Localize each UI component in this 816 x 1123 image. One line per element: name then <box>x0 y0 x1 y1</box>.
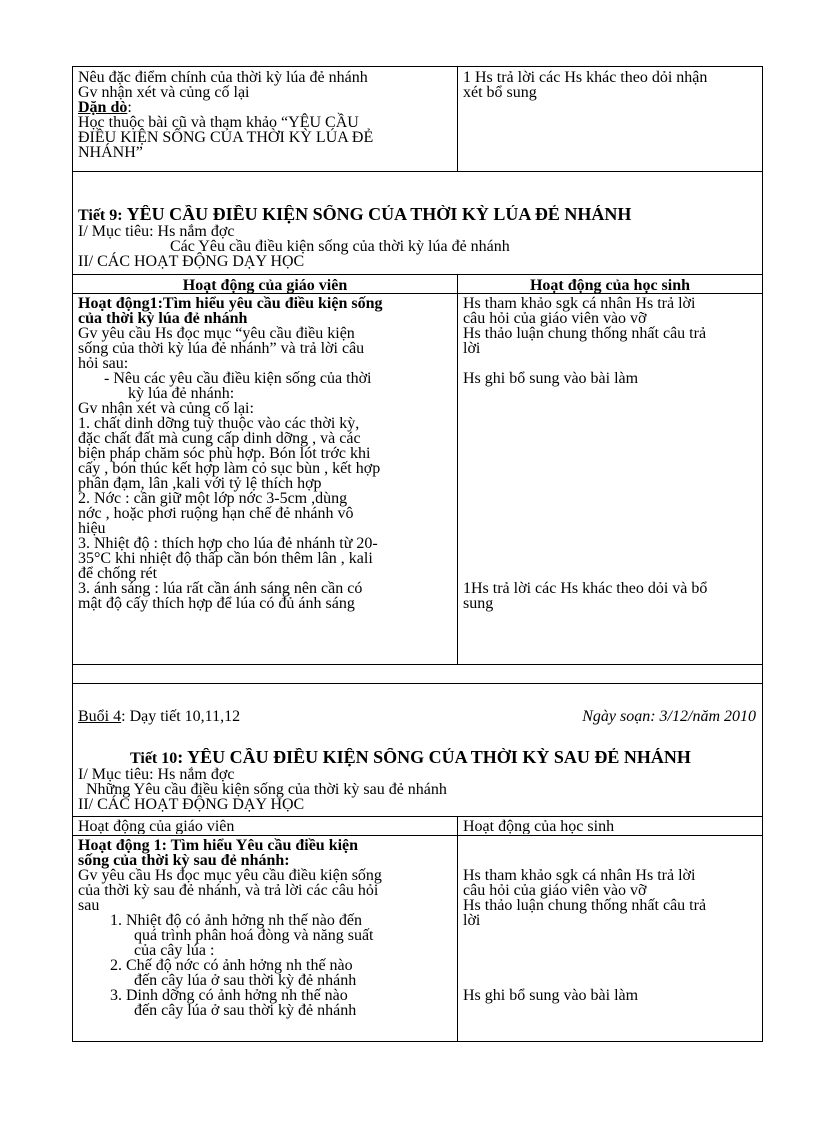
text-line: 3. ánh sáng : lúa rất cần ánh sáng nên cần có <box>78 580 363 597</box>
activity-heading-line: Hoạt động 1: Tìm hiểu Yêu cầu điều kiện <box>78 838 359 854</box>
text-line: 2. Nớc : cần giữ một lớp nớc 3-5cm ,dùng <box>78 490 348 507</box>
session-line <box>78 709 758 727</box>
text-line: 1Hs trả lời các Hs khác theo dỏi và bổ <box>463 580 708 597</box>
text-line: 3. Dinh dỡng có ảnh hởng nh thế nào <box>110 987 348 1004</box>
text-line: sống của thời kỳ lúa đẻ nhánh” và trả lời câu <box>78 340 365 357</box>
text-line: Học thuộc bài cũ và tham khảo “YÊU CẦU <box>78 114 359 131</box>
text-line: Gv yêu cầu Hs đọc mục yêu cầu điều kiện sống <box>78 867 382 884</box>
lesson9-heading <box>78 205 758 275</box>
text-line: hiệu <box>78 520 106 537</box>
text-line: NHÁNH” <box>78 144 143 161</box>
text-line: Hs tham khảo sgk cá nhân Hs trả lời <box>463 296 696 312</box>
session-label: Buổi 4 <box>78 709 122 725</box>
activity-heading-line: sống của thời kỳ sau đẻ nhánh: <box>78 852 290 869</box>
text-line: lời <box>463 912 481 929</box>
text-line: mật độ cấy thích hợp để lúa có đủ ánh sáng <box>78 595 355 612</box>
row-divider <box>72 835 763 836</box>
column-divider <box>457 66 458 172</box>
lesson9-title: Tiết 9: YÊU CẦU ĐIỀU KIỆN SỐNG CỦA THỜI KỲ LÚA ĐẺ NHÁNH <box>78 205 632 224</box>
header-student: Hoạt động của học sinh <box>463 819 615 834</box>
row1-student-cell <box>463 70 759 170</box>
text-line: 1. Nhiệt độ có ảnh hởng nh thế nào đến <box>110 912 362 929</box>
text-line: Hs tham khảo sgk cá nhân Hs trả lời <box>463 867 696 884</box>
text-line: Nêu đặc điểm chính của thời kỳ lúa đẻ nhánh <box>78 70 368 86</box>
text-line: đặc chất đất mà cung cấp dinh dỡng , và các <box>78 430 361 447</box>
activity-heading-line: Hoạt động1:Tìm hiểu yêu cầu điều kiện sống <box>78 296 383 312</box>
lesson9-teacher-activities <box>78 296 454 663</box>
text-line: ĐIỀU KIỆN SỐNG CỦA THỜI KỲ LÚA ĐẺ <box>78 129 374 146</box>
prepared-date: Ngày soạn: 3/12/năm 2010 <box>582 709 756 725</box>
lesson10-student-activities <box>463 838 759 1041</box>
lesson10-title: Tiết 10: YÊU CẦU ĐIỀU KIỆN SỐNG CỦA THỜI KỲ SAU ĐẺ NHÁNH <box>130 748 691 767</box>
text-line: đến cây lúa ở sau thời kỳ đẻ nhánh <box>134 1002 357 1019</box>
text-line: 35°C khi nhiệt độ thấp cần bón thêm lân , kali <box>78 550 373 567</box>
column-divider <box>457 274 458 665</box>
homework-heading: Dặn dò: <box>78 99 132 116</box>
row-divider <box>72 293 763 294</box>
objective-line: I/ Mục tiêu: Hs nắm đợc <box>78 223 235 240</box>
text-line: 2. Chế độ nớc có ảnh hởng nh thế nào <box>110 957 353 974</box>
text-line: 1 Hs trả lời các Hs khác theo dỏi nhận <box>463 70 708 86</box>
text-line: 3. Nhiệt độ : thích hợp cho lúa đẻ nhánh từ 20- <box>78 535 378 552</box>
row-divider <box>72 664 763 665</box>
section-heading: II/ CÁC HOẠT ĐỘNG DẠY HỌC <box>78 796 305 813</box>
text-line: lời <box>463 340 481 357</box>
text-line: Hs ghi bổ sung vào bài làm <box>463 987 639 1004</box>
header-teacher: Hoạt động của giáo viên <box>182 278 348 293</box>
lesson9-student-activities <box>463 296 759 663</box>
lesson10-heading <box>78 748 762 818</box>
text-line: sung <box>463 595 494 612</box>
section-heading: II/ CÁC HOẠT ĐỘNG DẠY HỌC <box>78 253 305 270</box>
text-line: của thời kỳ sau đẻ nhánh, và trả lời các câu hỏi <box>78 882 379 899</box>
text-line: đến cây lúa ở sau thời kỳ đẻ nhánh <box>134 972 357 989</box>
text-line: câu hỏi của giáo viên vào vỡ <box>463 310 647 327</box>
text-line: sau <box>78 897 100 914</box>
text-line: biện pháp chăm sóc phù hợp. Bón lót trớc khi <box>78 445 371 462</box>
text-line: Gv nhận xét và củng cố lại <box>78 84 250 101</box>
text-line: kỳ lúa đẻ nhánh: <box>128 385 235 402</box>
row-divider <box>72 171 763 172</box>
lesson10-teacher-activities <box>78 838 454 1041</box>
header-teacher: Hoạt động của giáo viên <box>78 819 235 834</box>
row-divider <box>72 683 763 684</box>
session-text: : Dạy tiết 10,11,12 <box>121 709 241 725</box>
text-line: của cây lúa : <box>134 942 215 959</box>
column-divider <box>457 816 458 1042</box>
objective-detail: Những Yêu cầu điều kiện sống của thời kỳ sau đẻ nhánh <box>86 781 447 798</box>
text-line: - Nêu các yêu cầu điều kiện sống của thời <box>104 370 372 387</box>
text-line: 1. chất dinh dỡng tuỳ thuộc vào các thời kỳ, <box>78 415 360 432</box>
objective-detail: Các Yêu cầu điều kiện sống của thời kỳ lúa đẻ nhánh <box>170 238 510 255</box>
objective-line: I/ Mục tiêu: Hs nắm đợc <box>78 766 235 783</box>
text-line: xét bổ sung <box>463 84 537 101</box>
text-line: Hs ghi bổ sung vào bài làm <box>463 370 639 387</box>
text-line: Gv nhận xét và củng cố lại: <box>78 400 254 417</box>
text-line: quá trình phân hoá đòng và năng suất <box>134 927 374 944</box>
text-line: Hs thảo luận chung thống nhất câu trả <box>463 897 707 914</box>
text-line: Gv yêu cầu Hs đọc mục “yêu cầu điều kiện <box>78 325 355 342</box>
text-line: để chống rét <box>78 565 158 582</box>
text-line: cấy , bón thúc kết hợp làm cỏ sục bùn , kết hợp <box>78 460 381 477</box>
activity-heading-line: của thời kỳ lúa đẻ nhánh <box>78 310 248 327</box>
header-student: Hoạt động của học sinh <box>529 278 691 293</box>
text-line: hỏi sau: <box>78 355 129 372</box>
text-line: nớc , hoặc phơi ruộng hạn chế đẻ nhánh vô <box>78 505 354 522</box>
text-line: phân đạm, lân ,kali với tỷ lệ thích hợp <box>78 475 322 492</box>
row1-teacher-cell <box>78 70 454 170</box>
text-line: Hs thảo luận chung thống nhất câu trả <box>463 325 707 342</box>
text-line: câu hỏi của giáo viên vào vỡ <box>463 882 647 899</box>
